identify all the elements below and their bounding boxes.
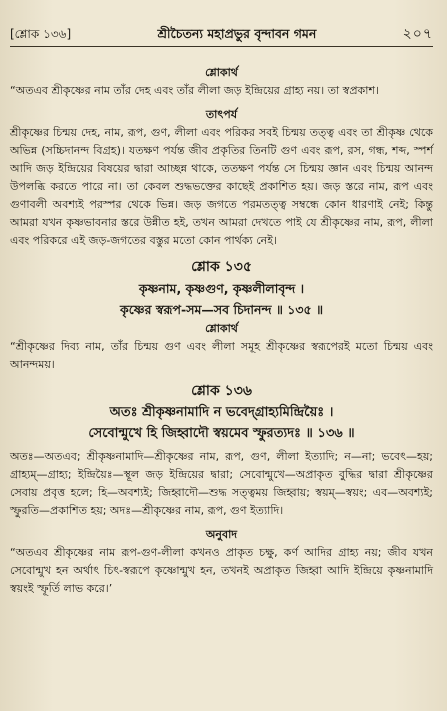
section-title-translation: শ্লোকার্থ	[205, 66, 238, 79]
verse-135-line-2: কৃষ্ণের স্বরূপ-সম—সব চিদানন্দ ॥ ১৩৫ ॥	[119, 302, 324, 317]
section-title-purport: তাৎপর্য	[205, 108, 238, 121]
verse-136-synonyms: অতঃ—অতএব; শ্রীকৃষ্ণনামাদি—শ্রীকৃষ্ণের নাম, রূপ, গুণ, লীলা ইত্যাদি; ন—না; ভবেৎ—হয়; গ্রাহ্যম্—গ্রাহ্য; ইন্দ্রিয়ৈঃ—স্থূল জড় ইন্দ্রিয়ের দ্বারা; সেবোন্মুখে—অপ্রাকৃত বুদ্ধির দ্বারা শ্রীকৃষ্ণের সেবায় প্রবৃত্ত হলে; হি—অবশ্যই; জিহ্বাদৌ—শুদ্ধ সত্ত্বময় জিহ্বায়; স্বয়ম্—স্বয়ং; এব—অবশ্যই; স্ফুরতি—প্রকাশিত হয়; অদঃ—শ্রীকৃষ্ণের নাম, রূপ, গুণ ইত্যাদি।	[10, 450, 433, 517]
purport-text: শ্রীকৃষ্ণের চিন্ময় দেহ, নাম, রূপ, গুণ, লীলা এবং পরিকর সবই চিন্ময় তত্ত্ব এবং তা শ্রীকৃষ্ণ থেকে অভিন্ন (সচ্চিদানন্দ বিগ্রহ)। যতক্ষণ পর্যন্ত জীব প্রকৃতির তিনটি গুণ এবং রূপ, রস, গন্ধ, শব্দ, স্পর্শ আদি জড় ইন্দ্রিয়ের বিষয়ের দ্বারা আচ্ছন্ন থাকে, ততক্ষণ পর্যন্ত সে চিন্ময় জ্ঞান এবং চিন্ময় আনন্দ উপলব্ধি করতে পারে না। তা কেবল শুদ্ধভক্তের কাছেই প্রকাশিত হয়। জড় স্তরে নাম, রূপ এবং গুণাবলী অবশ্যই পরস্পর থেকে ভিন্ন। জড় জগতে পরমতত্ত্ব সম্বন্ধে কোন ধারণাই নেই; কিন্তু আমরা যখন কৃষ্ণভাবনার স্তরে উন্নীত হই, তখন আমরা দেখতে পাই যে শ্রীকৃষ্ণের নাম, রূপ, লীলা এবং পরিকরে এই জড়-জগতের বস্তুর মতো কোন পার্থক্য নেই।	[10, 126, 433, 247]
verse-135-title: শ্লোক ১৩৫	[191, 259, 252, 275]
page-header	[10, 24, 433, 47]
translation-text: “অতএব শ্রীকৃষ্ণের নাম তাঁর দেহ এবং তাঁর লীলা জড় ইন্দ্রিয়ের গ্রাহ্য নয়। তা স্বপ্রকাশ।	[10, 84, 379, 97]
chapter-title: শ্রীচৈতন্য মহাপ্রভুর বৃন্দাবন গমন	[157, 26, 317, 41]
verse-reference: [শ্লোক ১৩৬]	[10, 27, 72, 41]
verse-136-translation: “অতএব শ্রীকৃষ্ণের নাম রূপ-গুণ-লীলা কখনও প্রাকৃত চক্ষু, কর্ণ আদির গ্রাহ্য নয়; জীব যখন সেবোন্মুখ হন অর্থাৎ চিৎ-স্বরূপে কৃষ্ণোন্মুখ হন, তখনই অপ্রাকৃত জিহ্বা আদি ইন্দ্রিয়ে কৃষ্ণনামাদি স্বয়ংই স্ফূর্তি লাভ করে।’	[10, 546, 433, 595]
verse-135-meaning-title: শ্লোকার্থ	[205, 322, 238, 335]
verse-136-line-1: অতঃ শ্রীকৃষ্ণনামাদি ন ভবেদ্‌গ্রাহ্যমিন্দ্রিয়ৈঃ ।	[109, 405, 334, 420]
verse-136-line-2: সেবোন্মুখে হি জিহ্বাদৌ স্বয়মেব স্ফুরত্যদঃ ॥ ১৩৬ ॥	[88, 426, 355, 441]
page-body	[10, 64, 433, 598]
verse-136-translation-title: অনুবাদ	[205, 528, 238, 541]
verse-135-meaning: “শ্রীকৃষ্ণের দিব্য নাম, তাঁর চিন্ময় গুণ এবং লীলা সমূহ শ্রীকৃষ্ণের স্বরূপেরই মতো চিন্ময় এবং আনন্দময়।	[10, 340, 433, 371]
verse-135-line-1: কৃষ্ণনাম, কৃষ্ণগুণ, কৃষ্ণলীলাবৃন্দ ।	[138, 281, 305, 296]
page-number: ২০৭	[402, 26, 433, 42]
verse-136-title: শ্লোক ১৩৬	[191, 383, 252, 399]
